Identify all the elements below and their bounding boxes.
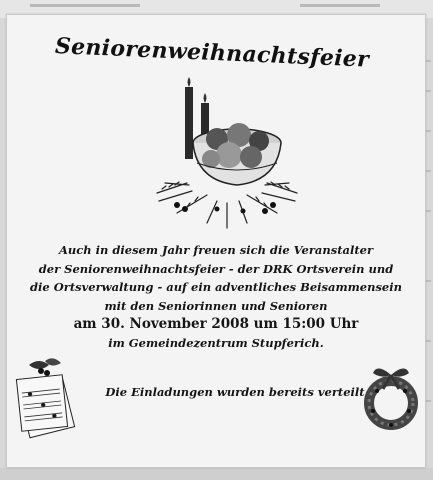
body-line-1: Auch in diesem Jahr freuen sich die Veranstalter bbox=[58, 243, 374, 257]
body-line-4: mit den Seniorinnen und Senioren bbox=[104, 298, 328, 313]
event-date: am 30. November 2008 um 15:00 Uhr bbox=[73, 316, 359, 332]
invitation-note: Die Einladungen wurden bereits verteilt. bbox=[105, 385, 369, 399]
page-title: Seniorenweihnachtsfeier bbox=[54, 33, 370, 73]
christmas-wreath-icon bbox=[361, 361, 421, 435]
body-line-3: die Ortsverwaltung - auf ein adventliches Beisammensein bbox=[30, 280, 402, 294]
music-sheets-holly-icon bbox=[11, 351, 83, 443]
event-location: im Gemeindezentrum Stupferich. bbox=[108, 335, 324, 350]
background-page-strip-bottom bbox=[0, 468, 433, 480]
body-line-2: der Seniorenweihnachtsfeier - der DRK Ortsverein und bbox=[38, 261, 394, 276]
advent-candles-fruit-bowl-icon bbox=[147, 73, 307, 233]
announcement-card bbox=[6, 14, 426, 468]
invitation-text bbox=[27, 241, 405, 352]
